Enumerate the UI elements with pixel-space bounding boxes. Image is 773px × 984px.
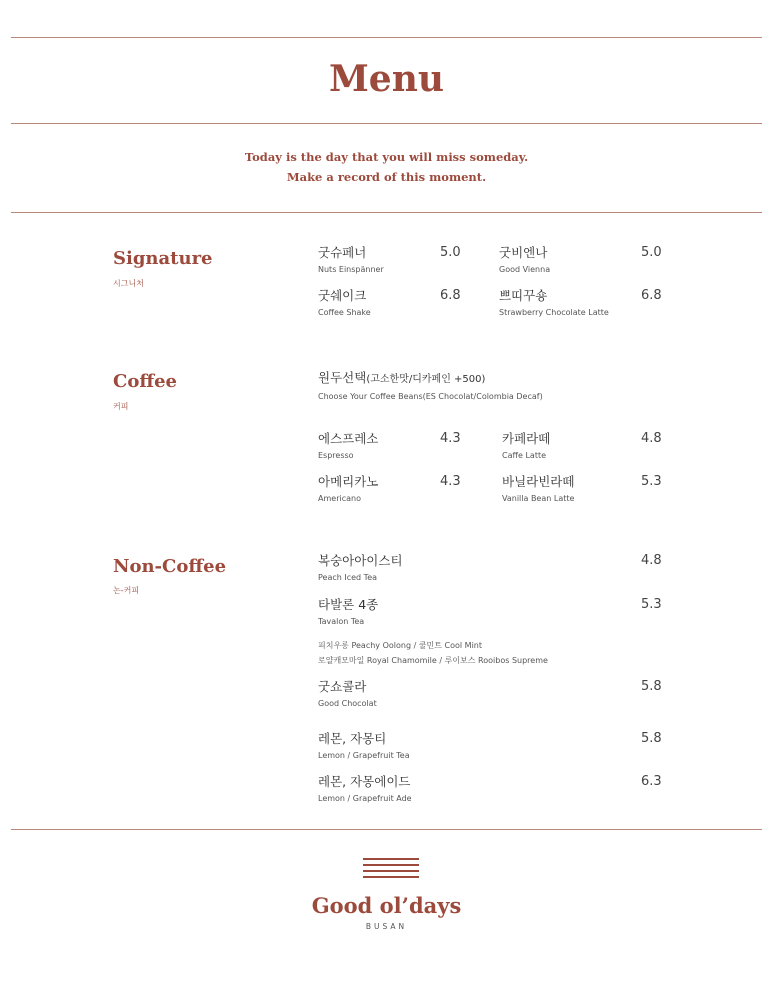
menu-item-good-vienna — [499, 245, 550, 276]
item-price: 6.8 — [641, 288, 662, 303]
item-name-ko: 타발론 4종 — [318, 597, 379, 612]
item-name-en: Good Chocolat — [318, 699, 377, 708]
tea-flavor-note-2: 로얄캐모마일 Royal Chamomile / 루이보스 Rooibos Supreme — [318, 656, 548, 665]
coffee-bean-choice — [318, 370, 543, 403]
item-name-en: Good Vienna — [499, 265, 551, 274]
item-name-ko: 굿쉐이크 — [318, 288, 367, 303]
item-name-ko: 아메리카노 — [318, 474, 379, 489]
bean-choice-ko — [318, 370, 543, 388]
item-name-en: Lemon / Grapefruit Ade — [318, 794, 412, 803]
menu-item-peach-iced-tea — [318, 553, 403, 584]
top-rule — [11, 37, 762, 38]
item-name-ko: 굿비엔나 — [499, 245, 548, 260]
tea-flavor-note-1: 피치우롱 Peachy Oolong / 쿨민트 Cool Mint — [318, 641, 483, 650]
menu-item-nuts-einspanner — [318, 245, 384, 276]
item-name-ko: 에스프레소 — [318, 431, 379, 446]
item-price: 5.0 — [440, 245, 461, 260]
tagline-line-2: Make a record of this moment. — [286, 170, 487, 184]
tagline-line-1: Today is the day that you will miss someday. — [244, 150, 529, 164]
logo-line — [363, 858, 419, 860]
item-name-ko: 레몬, 자몽티 — [318, 731, 387, 746]
item-name-en: Lemon / Grapefruit Tea — [318, 751, 410, 760]
logo-line — [363, 876, 419, 878]
item-price: 4.3 — [440, 431, 461, 446]
menu-item-strawberry-chocolate-latte — [499, 288, 609, 319]
page-title: Menu — [328, 58, 445, 100]
bean-choice-en: Choose Your Coffee Beans(ES Chocolat/Colombia Decaf) — [318, 392, 543, 401]
menu-item-tavalon-tea — [318, 597, 378, 628]
bean-choice-label: 원두선택 — [318, 370, 367, 385]
item-name-en: Peach Iced Tea — [318, 573, 378, 582]
item-name-en: Nuts Einspänner — [318, 265, 384, 274]
menu-item-good-chocolat — [318, 679, 377, 710]
footer-rule — [11, 829, 762, 830]
section-subtitle-signature: 시그니처 — [113, 279, 144, 288]
section-title-noncoffee: Non-Coffee — [113, 556, 227, 577]
section-title-coffee: Coffee — [113, 371, 178, 392]
menu-item-espresso — [318, 431, 378, 462]
section-title-signature: Signature — [113, 248, 213, 269]
item-name-ko: 굿쇼콜라 — [318, 679, 367, 694]
item-price: 4.8 — [641, 553, 662, 568]
item-price: 6.8 — [440, 288, 461, 303]
item-name-en: Coffee Shake — [318, 308, 371, 317]
menu-item-americano — [318, 474, 378, 505]
logo-line — [363, 864, 419, 866]
item-name-en: Americano — [318, 494, 361, 503]
item-name-ko: 바닐라빈라떼 — [502, 474, 575, 489]
bean-choice-option: (고소한맛/디카페인 +500) — [366, 374, 486, 385]
item-name-ko: 레몬, 자몽에이드 — [318, 774, 411, 789]
menu-item-caffe-latte — [502, 431, 550, 462]
item-price: 5.3 — [641, 597, 662, 612]
section-subtitle-noncoffee: 논-커피 — [113, 586, 140, 595]
item-name-ko: 굿슈페너 — [318, 245, 367, 260]
logo-line — [363, 870, 419, 872]
logo-lines-icon — [363, 858, 419, 882]
brand-location: BUSAN — [365, 922, 408, 931]
item-price: 6.3 — [641, 774, 662, 789]
item-name-ko: 카페라떼 — [502, 431, 551, 446]
item-price: 5.8 — [641, 731, 662, 746]
title-rule — [11, 123, 762, 124]
item-name-en: Espresso — [318, 451, 354, 460]
item-name-en: Vanilla Bean Latte — [502, 494, 575, 503]
tagline-rule — [11, 212, 762, 213]
item-price: 5.0 — [641, 245, 662, 260]
item-name-en: Tavalon Tea — [318, 617, 365, 626]
item-price: 4.8 — [641, 431, 662, 446]
menu-item-vanilla-bean-latte — [502, 474, 574, 505]
item-price: 4.3 — [440, 474, 461, 489]
item-price: 5.3 — [641, 474, 662, 489]
brand-logo-text: Good ol’days — [311, 893, 462, 918]
item-name-en: Caffe Latte — [502, 451, 547, 460]
menu-item-coffee-shake — [318, 288, 371, 319]
item-name-en: Strawberry Chocolate Latte — [499, 308, 609, 317]
menu-item-lemon-grapefruit-ade — [318, 774, 412, 805]
item-price: 5.8 — [641, 679, 662, 694]
item-name-ko: 복숭아아이스티 — [318, 553, 403, 568]
menu-item-lemon-grapefruit-tea — [318, 731, 410, 762]
section-subtitle-coffee: 커피 — [113, 402, 129, 411]
item-name-ko: 쁘띠꾸숑 — [499, 288, 548, 303]
